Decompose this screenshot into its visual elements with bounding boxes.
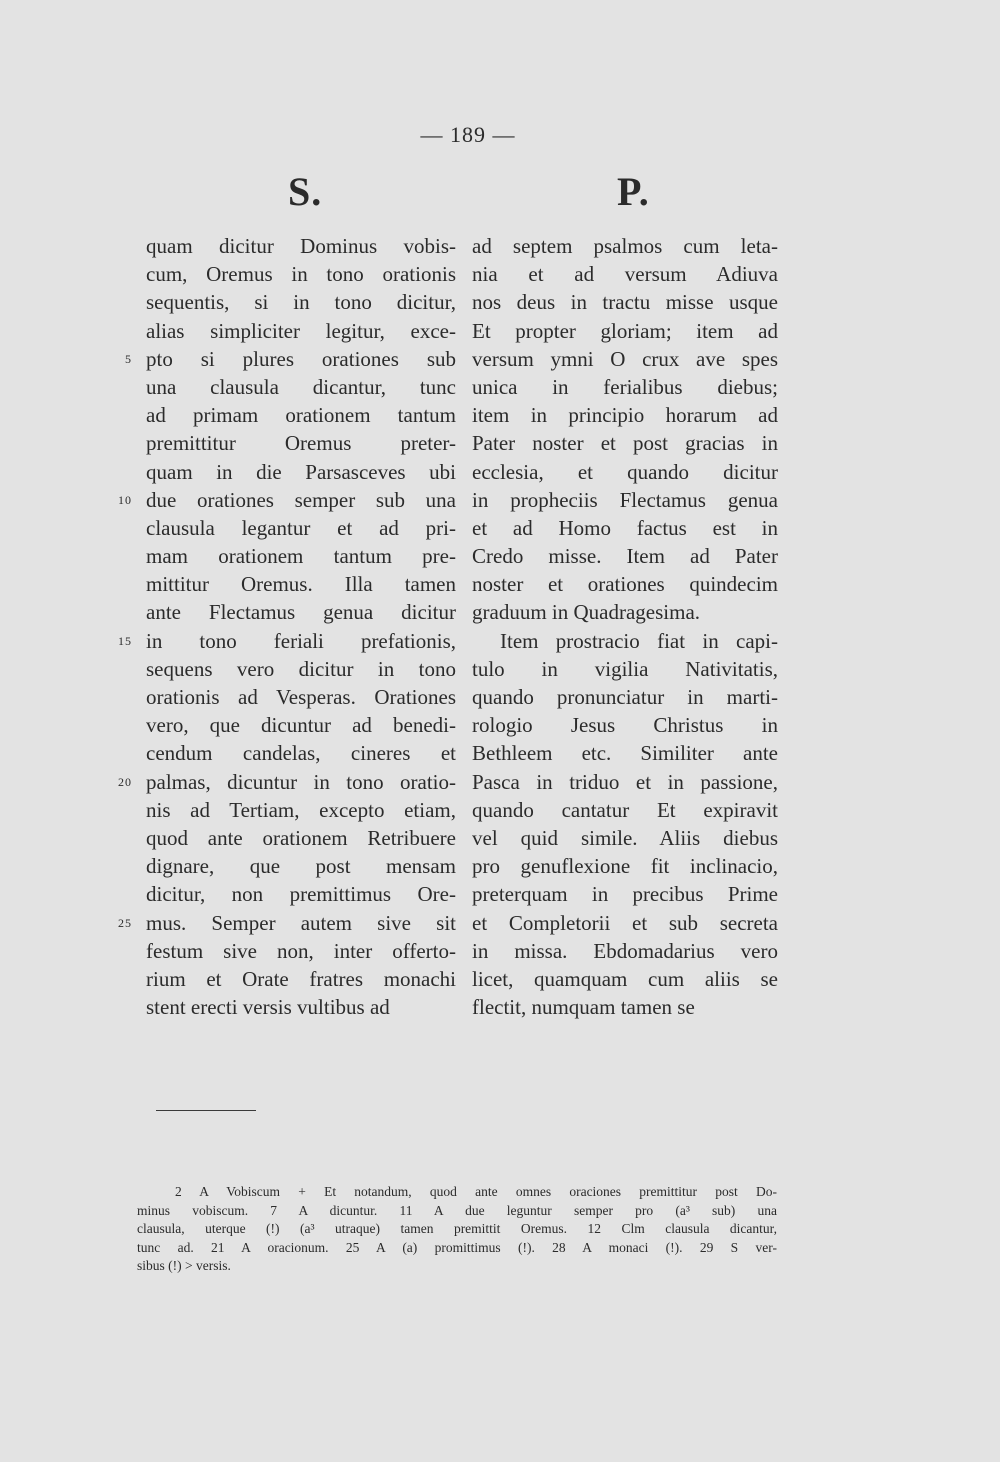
left-text-line xyxy=(146,739,456,767)
footnote-line xyxy=(137,1257,777,1276)
left-text-line xyxy=(146,796,456,824)
right-text-line xyxy=(472,570,778,598)
right-text-line xyxy=(472,627,778,655)
left-text-line xyxy=(125,345,456,373)
right-text-line-text: ad septem psalmos cum leta- xyxy=(472,234,778,258)
footnote-line xyxy=(137,1239,777,1258)
left-text-line xyxy=(146,542,456,570)
left-text-line-text: nis ad Tertiam, excepto etiam, xyxy=(146,797,456,822)
right-text-line-text: unica in ferialibus diebus; xyxy=(472,374,778,399)
left-text-column xyxy=(118,232,456,1021)
right-text-line xyxy=(472,598,778,626)
right-text-line-text: pro genuflexione fit inclinacio, xyxy=(472,854,778,879)
left-text-line xyxy=(118,768,456,796)
footnote-line-text: sibus (!) > versis. xyxy=(137,1258,231,1273)
left-text-line xyxy=(146,288,456,316)
right-text-line-text: Bethleem etc. Similiter ante xyxy=(472,741,778,766)
left-text-line-text: premittitur Oremus preter- xyxy=(146,431,456,456)
left-text-line xyxy=(146,514,456,542)
left-text-line-text: cum, Oremus in tono orationis xyxy=(146,262,456,287)
right-column-siglum: P. xyxy=(617,169,650,214)
line-number: 25 xyxy=(118,915,132,930)
left-text-line-text: ante Flectamus genua dicitur xyxy=(146,600,456,625)
right-text-line-text: Pasca in triduo et in passione, xyxy=(472,769,778,794)
left-text-line-text: vero, que dicuntur ad benedi- xyxy=(146,713,456,738)
left-text-line xyxy=(146,570,456,598)
left-text-line xyxy=(146,429,456,457)
right-text-line xyxy=(472,514,778,542)
right-text-line-text: Pater noster et post gracias in xyxy=(472,431,778,456)
left-text-line-text: festum sive non, inter offerto- xyxy=(146,938,456,963)
right-text-line xyxy=(472,852,778,880)
line-number: 10 xyxy=(118,492,132,507)
left-text-line xyxy=(146,852,456,880)
right-text-line-text: graduum in Quadragesima. xyxy=(472,600,701,625)
right-text-line-text: noster et orationes quindecim xyxy=(472,572,778,597)
left-text-line-text: dicitur, non premittimus Ore- xyxy=(146,882,456,907)
page-number: — 189 — xyxy=(420,122,516,147)
right-text-line xyxy=(472,965,778,993)
left-text-line xyxy=(146,598,456,626)
right-text-line xyxy=(472,824,778,852)
footnote-line xyxy=(137,1202,777,1221)
left-text-line xyxy=(146,373,456,401)
right-text-line-text: Credo misse. Item ad Pater xyxy=(472,544,778,569)
right-text-line xyxy=(472,288,778,316)
right-text-line-text: nos deus in tractu misse usque xyxy=(472,290,778,315)
footnote-line-text: tunc ad. 21 A oracionum. 25 A (a) promittimus (!). 28 A monaci (!). 29 S ver- xyxy=(137,1239,777,1255)
right-text-line-text: rologio Jesus Christus in xyxy=(472,713,778,738)
right-text-line-text: quando pronunciatur in marti- xyxy=(472,685,778,709)
footnotes-block xyxy=(137,1183,777,1276)
right-text-line xyxy=(472,993,778,1021)
left-text-line-text: mittitur Oremus. Illa tamen xyxy=(146,572,456,597)
left-text-line xyxy=(146,232,456,260)
right-text-line-text: versum ymni O crux ave spes xyxy=(472,346,778,371)
right-text-line-text: flectit, numquam tamen se xyxy=(472,995,695,1020)
right-text-line-text: Et propter gloriam; item ad xyxy=(472,318,778,343)
left-text-line xyxy=(146,655,456,683)
right-text-line xyxy=(472,768,778,796)
right-text-column xyxy=(472,232,778,1021)
left-text-line-text: dignare, que post mensam xyxy=(146,854,456,879)
right-text-line xyxy=(472,232,778,260)
right-text-line-text: et ad Homo factus est in xyxy=(472,515,778,540)
left-text-line-text: due orationes semper sub una xyxy=(146,487,456,512)
right-text-line xyxy=(472,937,778,965)
right-text-line xyxy=(472,345,778,373)
footnote-line-text: minus vobiscum. 7 A dicuntur. 11 A due leguntur semper pro (a³ sub) una xyxy=(137,1202,777,1218)
left-text-line xyxy=(146,317,456,345)
left-text-line-text: orationis ad Vesperas. Orationes xyxy=(146,685,456,709)
left-text-line-text: palmas, dicuntur in tono oratio- xyxy=(146,769,456,794)
right-text-line xyxy=(472,711,778,739)
left-text-line-text: quam in die Parsasceves ubi xyxy=(146,459,456,484)
right-text-line-text: tulo in vigilia Nativitatis, xyxy=(472,656,778,681)
left-text-line xyxy=(146,458,456,486)
left-text-line-text: alias simpliciter legitur, exce- xyxy=(146,318,456,343)
right-text-line xyxy=(472,796,778,824)
left-text-line-text: una clausula dicantur, tunc xyxy=(146,374,456,399)
right-text-line-text: quando cantatur Et expiravit xyxy=(472,797,778,822)
right-text-line xyxy=(472,542,778,570)
right-text-line-text: et Completorii et sub secreta xyxy=(472,910,778,935)
right-text-line xyxy=(472,401,778,429)
left-text-line-text: quam dicitur Dominus vobis- xyxy=(146,234,456,258)
left-text-line xyxy=(118,486,456,514)
left-text-line-text: pto si plures orationes sub xyxy=(146,346,456,371)
left-text-line-text: cendum candelas, cineres et xyxy=(146,741,456,766)
left-text-line-text: in tono feriali prefationis, xyxy=(146,628,456,653)
left-text-line xyxy=(146,965,456,993)
left-text-line-text: ad primam orationem tantum xyxy=(146,403,456,428)
right-text-line-text: licet, quamquam cum aliis se xyxy=(472,966,778,991)
footnote-line-text: 2 A Vobiscum + Et notandum, quod ante omnes oraciones premittitur post Do- xyxy=(175,1184,777,1199)
left-column-siglum: S. xyxy=(288,169,323,214)
line-number: 5 xyxy=(125,351,132,366)
right-text-line-text: vel quid simile. Aliis diebus xyxy=(472,825,778,850)
line-number: 15 xyxy=(118,633,132,648)
right-text-line xyxy=(472,880,778,908)
right-text-line-text: preterquam in precibus Prime xyxy=(472,882,778,907)
right-text-line-text: ecclesia, et quando dicitur xyxy=(472,459,778,484)
right-text-line xyxy=(472,429,778,457)
right-text-line xyxy=(472,458,778,486)
left-text-line-text: sequentis, si in tono dicitur, xyxy=(146,290,456,315)
left-text-line xyxy=(146,683,456,711)
left-text-line-text: clausula legantur et ad pri- xyxy=(146,515,456,540)
left-text-line-text: quod ante orationem Retribuere xyxy=(146,825,456,850)
left-text-line-text: stent erecti versis vultibus ad xyxy=(146,995,390,1020)
right-text-line-text: in missa. Ebdomadarius vero xyxy=(472,938,778,963)
right-text-line xyxy=(472,486,778,514)
right-text-line-text: Item prostracio fiat in capi- xyxy=(500,628,778,653)
left-text-line-text: mus. Semper autem sive sit xyxy=(146,910,456,935)
left-text-line xyxy=(146,824,456,852)
right-text-line xyxy=(472,373,778,401)
left-text-line-text: sequens vero dicitur in tono xyxy=(146,656,456,681)
footnote-line xyxy=(137,1220,777,1239)
right-text-line-text: in propheciis Flectamus genua xyxy=(472,487,778,512)
right-text-line-text: item in principio horarum ad xyxy=(472,403,778,428)
right-text-line xyxy=(472,909,778,937)
footnote-separator-rule xyxy=(156,1110,256,1111)
right-text-line xyxy=(472,683,778,711)
left-text-line xyxy=(146,937,456,965)
line-number: 20 xyxy=(118,774,132,789)
left-text-line-text: rium et Orate fratres monachi xyxy=(146,966,456,991)
left-text-line xyxy=(146,260,456,288)
left-text-line xyxy=(118,909,456,937)
right-text-line xyxy=(472,317,778,345)
right-text-line xyxy=(472,655,778,683)
left-text-line xyxy=(146,880,456,908)
footnote-line-text: clausula, uterque (!) (a³ utraque) tamen premittit Oremus. 12 Clm clausula dicantur, xyxy=(137,1221,777,1236)
left-text-line xyxy=(146,993,456,1021)
right-text-line xyxy=(472,739,778,767)
left-text-line xyxy=(118,627,456,655)
footnote-line xyxy=(137,1183,777,1202)
right-text-line xyxy=(472,260,778,288)
left-text-line-text: mam orationem tantum pre- xyxy=(146,544,456,569)
right-text-line-text: nia et ad versum Adiuva xyxy=(472,262,778,287)
left-text-line xyxy=(146,401,456,429)
left-text-line xyxy=(146,711,456,739)
